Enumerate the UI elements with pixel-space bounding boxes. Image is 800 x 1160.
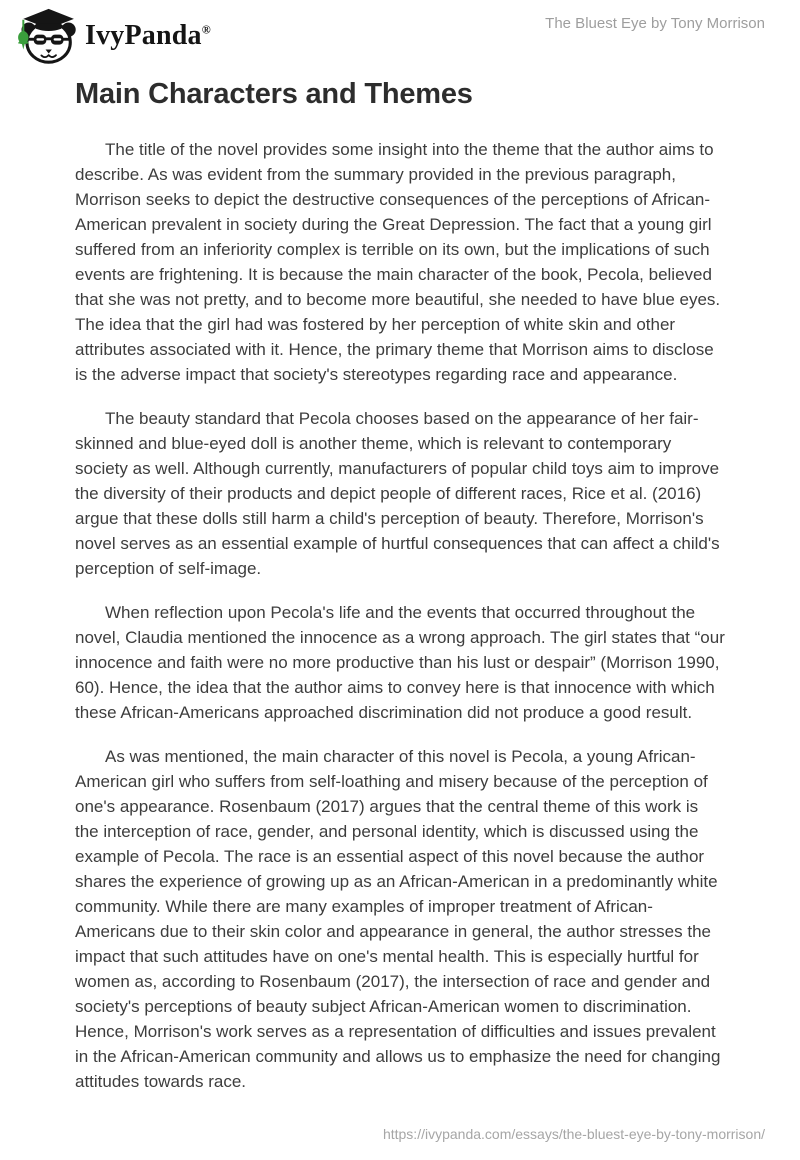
ivypanda-brand [14, 8, 211, 64]
footer-url: https://ivypanda.com/essays/the-bluest-eye-by-tony-morrison/ [382, 1126, 765, 1142]
registered-mark: ® [201, 22, 211, 37]
brand-name: IvyPanda® [85, 20, 211, 51]
page-header [0, 0, 800, 64]
essay-paragraph: The beauty standard that Pecola chooses based on the appearance of her fair-skinned and blue-eyed doll is another theme, which is relevant to contemporary society as well. Although currently, manufacturers of popular child toys aim to improve the diversity of their products and depict people of different races, Rice et al. (2016) argue that these dolls still harm a child's perception of beauty. Therefore, Morrison's novel serves as an essential example of hurtful consequences that can affect a child's perception of self-image. [75, 409, 720, 578]
page-title: Main Characters and Themes [75, 78, 473, 110]
article-body [75, 137, 726, 1094]
essay-paragraph: As was mentioned, the main character of this novel is Pecola, a young African-American girl who suffers from self-loathing and misery because of the perception of one's appearance. Rosenbaum (2017) argues that the central theme of this work is the interception of race, gender, and personal identity, which is discussed using the example of Pecola. The race is an essential aspect of this novel because the author shares the experience of growing up as an African-American in a predominantly white community. While there are many examples of improper treatment of African-Americans due to their skin color and appearance in general, the author stresses the impact that such attitudes have on one's mental health. This is especially hurtful for women as, according to Rosenbaum (2017), the intersection of race and gender and society's perceptions of beauty subject African-American women to discrimination. Hence, Morrison's work serves as a representation of difficulties and issues prevalent in the African-American community and allows us to emphasize the need for changing attitudes towards race. [75, 747, 721, 1091]
essay-paragraph: The title of the novel provides some insight into the theme that the author aims to describe. As was evident from the summary provided in the previous paragraph, Morrison seeks to depict the destructive consequences of the perceptions of African-American prevalent in society during the Great Depression. The fact that a young girl suffered from an inferiority complex is terrible on its own, but the implications of such events are frightening. It is because the main character of the book, Pecola, believed that she was not pretty, and to become more beautiful, she needed to have blue eyes. The idea that the girl had was fostered by her perception of white skin and other attributes associated with it. Hence, the primary theme that Morrison aims to disclose is the adverse impact that society's stereotypes regarding race and appearance. [75, 140, 721, 384]
essay-paragraph: When reflection upon Pecola's life and the events that occurred throughout the novel, Claudia mentioned the innocence as a wrong approach. The girl states that “our innocence and faith were no more productive than his lust or despair” (Morrison 1990, 60). Hence, the idea that the author aims to convey here is that innocence with which these African-Americans approached discrimination did not produce a good result. [75, 603, 725, 722]
document-title: The Bluest Eye by Tony Morrison [545, 15, 765, 32]
panda-logo-icon [14, 8, 76, 64]
essay-content [0, 78, 800, 1094]
